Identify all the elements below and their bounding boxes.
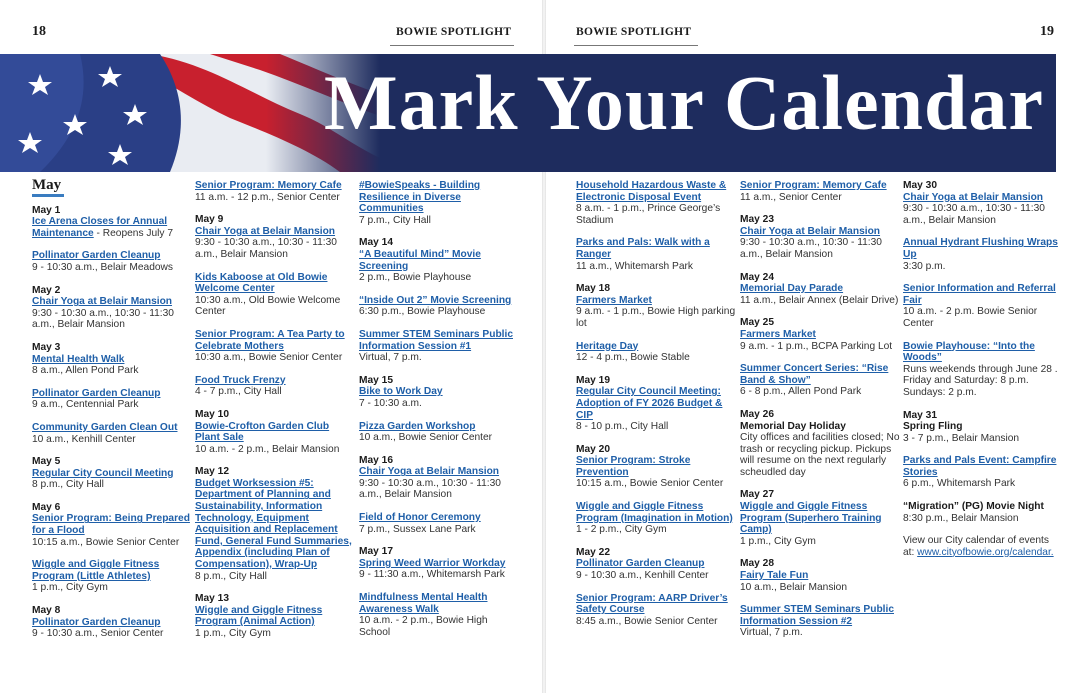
calendar-event	[576, 593, 736, 628]
calendar-event	[903, 421, 1063, 444]
event-title-link[interactable]: Summer STEM Seminars Public Information Session #1	[359, 328, 513, 352]
calendar-event	[576, 558, 736, 581]
banner-title: Mark Your Calendar	[324, 59, 1044, 146]
event-title-link[interactable]: Mental Health Walk	[32, 353, 125, 365]
event-details: 8 p.m., City Hall	[32, 479, 104, 491]
event-details: 8 p.m., City Hall	[195, 570, 267, 582]
calendar-url-link[interactable]: www.cityofbowie.org/calendar.	[917, 546, 1054, 558]
header-rule-left	[390, 45, 514, 46]
event-date: May 31	[903, 409, 937, 421]
calendar-column-3	[359, 180, 519, 649]
month-heading-text: May	[32, 177, 62, 193]
event-details: 1 p.m., City Gym	[195, 628, 271, 639]
event-details: 8 - 10 p.m., City Hall	[576, 421, 669, 433]
calendar-event	[195, 180, 355, 203]
event-details: 9 - 11:30 a.m., Whitemarsh Park	[359, 569, 505, 581]
event-date: May 30	[903, 180, 937, 191]
event-title-link[interactable]: Wiggle and Giggle Fitness Program (Superhero Training Camp)	[740, 501, 882, 536]
calendar-event	[576, 455, 736, 490]
event-details: 7 p.m., City Hall	[359, 214, 431, 226]
event-title-link[interactable]: Senior Program: A Tea Party to Celebrate Mothers	[195, 328, 345, 352]
event-date: May 18	[576, 283, 610, 295]
calendar-event	[740, 329, 900, 352]
event-title-link[interactable]: Chair Yoga at Belair Mansion	[740, 225, 881, 237]
event-date: May 19	[576, 374, 610, 386]
calendar-event	[740, 226, 900, 261]
calendar-banner	[0, 54, 1056, 172]
calendar-event	[32, 468, 192, 491]
event-details: 9 a.m. - 1 p.m., BCPA Parking Lot	[740, 340, 893, 352]
calendar-event	[740, 570, 900, 593]
event-title-link[interactable]: Annual Hydrant Flushing Wraps Up	[903, 237, 1058, 260]
event-title-link[interactable]: Senior Program: Memory Cafe	[740, 180, 887, 191]
calendar-event	[903, 237, 1063, 272]
event-date: May 3	[32, 341, 61, 353]
event-date: May 16	[359, 454, 393, 466]
calendar-event	[359, 329, 519, 364]
calendar-event	[576, 341, 736, 364]
event-title-link[interactable]: Parks and Pals Event: Campfire Stories	[903, 455, 1057, 478]
event-title-link[interactable]: Senior Program: Being Prepared for a Flood	[32, 513, 190, 537]
event-date: May 10	[195, 408, 229, 420]
event-title-link[interactable]: Wiggle and Giggle Fitness Program (Animal Action)	[195, 604, 323, 628]
calendar-event	[32, 250, 192, 273]
event-title-link[interactable]: Chair Yoga at Belair Mansion	[32, 296, 173, 308]
calendar-column-5	[740, 180, 900, 650]
event-title-link[interactable]: Parks and Pals: Walk with a Ranger	[576, 237, 710, 260]
event-details: 10 a.m. - 2 p.m., Bowie High School	[359, 615, 488, 638]
event-title-link[interactable]: Senior Program: AARP Driver’s Safety Course	[576, 592, 728, 616]
event-details: 12 - 4 p.m., Bowie Stable	[576, 352, 690, 364]
event-details: 9 - 10:30 a.m., Senior Center	[32, 628, 164, 640]
event-details: 8 a.m. - 1 p.m., Prince George’s Stadium	[576, 203, 721, 226]
calendar-event	[576, 180, 736, 226]
month-heading	[32, 177, 192, 199]
calendar-event	[359, 295, 519, 318]
event-details: 9:30 - 10:30 a.m., 10:30 - 11:30 a.m., Belair Mansion	[903, 203, 1045, 226]
event-date: May 8	[32, 605, 61, 617]
event-date: May 27	[740, 489, 774, 501]
event-title-link[interactable]: Wiggle and Giggle Fitness Program (Imagination in Motion)	[576, 501, 733, 524]
event-subtitle: Memorial Day Holiday	[740, 420, 846, 432]
event-title-link[interactable]: #BowieSpeaks - Building Resilience in Diverse Communities	[359, 180, 481, 215]
event-details: 8 a.m., Allen Pond Park	[32, 365, 139, 377]
event-title-link[interactable]: Kids Kaboose at Old Bowie Welcome Center	[195, 271, 328, 295]
event-title-link[interactable]: Pollinator Garden Cleanup	[32, 250, 161, 262]
event-details: 9:30 - 10:30 a.m., 10:30 - 11:30 a.m., Belair Mansion	[740, 237, 882, 260]
event-title-link[interactable]: Chair Yoga at Belair Mansion	[359, 466, 500, 478]
event-date: May 14	[359, 237, 393, 249]
event-title-link[interactable]: Bowie-Crofton Garden Club Plant Sale	[195, 420, 330, 444]
event-details: 9 - 10:30 a.m., Belair Meadows	[32, 261, 173, 273]
calendar-event	[32, 354, 192, 377]
calendar-event	[359, 386, 519, 409]
event-subtitle: “Migration” (PG) Movie Night	[903, 501, 1044, 513]
header-rule-right	[574, 45, 698, 46]
event-title-link[interactable]: Regular City Council Meeting: Adoption of FY 2026 Budget & CIP	[576, 386, 723, 421]
calendar-event	[740, 363, 900, 398]
event-title-link[interactable]: Spring Weed Warrior Workday	[359, 557, 506, 569]
calendar-event	[195, 375, 355, 398]
calendar-event	[32, 617, 192, 640]
event-details: 11 a.m., Belair Annex (Belair Drive)	[740, 294, 899, 306]
event-title-link[interactable]: Wiggle and Giggle Fitness Program (Little Athletes)	[32, 559, 160, 582]
event-date: May 13	[195, 593, 229, 605]
event-title-link[interactable]: Summer STEM Seminars Public Information Session #2	[740, 604, 894, 627]
event-title-link[interactable]: Memorial Day Parade	[740, 283, 844, 295]
calendar-column-1	[32, 177, 192, 651]
calendar-event	[195, 478, 355, 582]
calendar-event	[195, 329, 355, 364]
month-heading-underline	[32, 194, 64, 197]
calendar-event	[359, 592, 519, 638]
event-date: May 22	[576, 546, 610, 558]
event-title-link[interactable]: Bowie Playhouse: “Into the Woods”	[903, 340, 1035, 364]
calendar-event	[903, 283, 1063, 329]
american-flag-image	[0, 54, 380, 172]
event-title-link[interactable]: Heritage Day	[576, 340, 639, 352]
event-details: Virtual, 7 p.m.	[740, 627, 803, 639]
event-title-link[interactable]: Pollinator Garden Cleanup	[32, 387, 161, 399]
calendar-column-6	[903, 180, 1063, 569]
event-details: 10:30 a.m., Bowie Senior Center	[195, 352, 343, 364]
publication-name-right: BOWIE SPOTLIGHT	[576, 26, 692, 38]
calendar-event	[32, 513, 192, 548]
event-title-link[interactable]: Senior Program: Stroke Prevention	[576, 455, 691, 478]
event-details: 10 a.m., Belair Mansion	[740, 581, 848, 593]
calendar-event	[32, 422, 192, 445]
event-title-link[interactable]: Household Hazardous Waste & Electronic Disposal Event	[576, 180, 727, 203]
event-title-link[interactable]: Senior Program: Memory Cafe	[195, 180, 342, 191]
event-title-link[interactable]: Pizza Garden Workshop	[359, 420, 476, 432]
event-details: 10 a.m., Bowie Senior Center	[359, 432, 493, 444]
calendar-event	[740, 604, 900, 639]
calendar-event	[359, 512, 519, 535]
event-details: 1 p.m., City Gym	[32, 582, 108, 594]
event-details: Virtual, 7 p.m.	[359, 352, 422, 364]
event-date: May 12	[195, 466, 229, 478]
event-date: May 15	[359, 374, 393, 386]
calendar-event	[740, 283, 900, 306]
calendar-event	[32, 216, 192, 239]
event-details: 4 - 7 p.m., City Hall	[195, 386, 282, 398]
calendar-event	[903, 341, 1063, 399]
calendar-event	[576, 295, 736, 330]
event-details: 10 a.m. - 2 p.m. Bowie Senior Center	[903, 306, 1038, 329]
event-title-link[interactable]: Farmers Market	[740, 328, 816, 340]
calendar-event	[359, 466, 519, 501]
event-details: 9 a.m., Centennial Park	[32, 399, 139, 411]
event-title-link[interactable]: Farmers Market	[576, 294, 652, 306]
event-details: City offices and facilities closed; No trash or recycling pickup. Pickups will resume on the next regularly scheudled day	[740, 432, 900, 478]
calendar-event	[359, 180, 519, 226]
event-details: 9:30 - 10:30 a.m., 10:30 - 11:30 a.m., Belair Mansion	[359, 477, 501, 501]
calendar-event	[32, 388, 192, 411]
event-title-link[interactable]: Chair Yoga at Belair Mansion	[903, 191, 1044, 203]
event-details: 10 a.m., Kenhill Center	[32, 433, 136, 445]
event-details: 6 p.m., Whitemarsh Park	[903, 478, 1016, 490]
event-title-link[interactable]: Chair Yoga at Belair Mansion	[195, 225, 336, 237]
event-details: 6 - 8 p.m., Allen Pond Park	[740, 386, 862, 398]
event-details: 9 - 10:30 a.m., Kenhill Center	[576, 570, 709, 582]
calendar-event	[359, 249, 519, 284]
event-title-link[interactable]: Pollinator Garden Cleanup	[576, 558, 705, 570]
event-title-link[interactable]: Bike to Work Day	[359, 386, 443, 398]
event-date: May 26	[740, 408, 774, 420]
event-date: May 24	[740, 271, 774, 283]
event-subtitle: Spring Fling	[903, 421, 963, 433]
event-details: 10:15 a.m., Bowie Senior Center	[576, 478, 724, 490]
calendar-event	[32, 559, 192, 594]
calendar-column-2	[195, 180, 355, 651]
event-details: 11 a.m., Senior Center	[740, 191, 842, 203]
event-details: 10 a.m. - 2 p.m., Belair Mansion	[195, 443, 340, 455]
calendar-event	[903, 535, 1063, 558]
event-details: 9:30 - 10:30 a.m., 10:30 - 11:30 a.m., Belair Mansion	[32, 307, 174, 331]
event-details: 3 - 7 p.m., Belair Mansion	[903, 432, 1020, 444]
event-details: 9:30 - 10:30 a.m., 10:30 - 11:30 a.m., Belair Mansion	[195, 237, 337, 260]
event-details: 10:15 a.m., Bowie Senior Center	[32, 536, 180, 548]
page-number-right: 19	[1040, 24, 1054, 39]
calendar-event	[740, 421, 900, 479]
calendar-event	[32, 296, 192, 331]
event-title-link[interactable]: Field of Honor Ceremony	[359, 512, 481, 524]
event-title-link[interactable]: Community Garden Clean Out	[32, 421, 178, 433]
calendar-column-4	[576, 180, 736, 638]
event-date: May 20	[576, 443, 610, 455]
event-title-link[interactable]: Summer Concert Series: “Rise Band & Show”	[740, 363, 889, 386]
event-date: May 17	[359, 546, 393, 558]
event-date: May 28	[740, 558, 774, 570]
event-title-link[interactable]: Pollinator Garden Cleanup	[32, 616, 161, 628]
event-details: 7 - 10:30 a.m.	[359, 397, 422, 409]
event-title-link[interactable]: “A Beautiful Mind” Movie Screening	[359, 248, 481, 272]
event-details: View our City calendar of events at:	[903, 535, 1049, 558]
event-details: 8:30 p.m., Belair Mansion	[903, 512, 1019, 524]
event-details: 9 a.m. - 1 p.m., Bowie High parking lot	[576, 306, 736, 329]
event-details: 6:30 p.m., Bowie Playhouse	[359, 306, 486, 318]
calendar-event	[195, 605, 355, 640]
calendar-event	[903, 192, 1063, 227]
event-details: 11 a.m., Whitemarsh Park	[576, 260, 694, 272]
event-title-link[interactable]: Senior Information and Referral Fair	[903, 283, 1056, 306]
calendar-event	[195, 421, 355, 456]
event-title-link[interactable]: Regular City Council Meeting	[32, 467, 174, 479]
event-date: May 5	[32, 456, 61, 468]
event-details: Runs weekends through June 28 . Friday and Saturday: 8 p.m. Sundays: 2 p.m.	[903, 363, 1058, 398]
calendar-event	[359, 558, 519, 581]
event-date: May 6	[32, 501, 61, 513]
calendar-event	[740, 501, 900, 547]
event-title-link[interactable]: Budget Worksession #5: Department of Planning and Sustainability, Information Technology, Equipment Acquisition and Replacement Fund, General Fund Summaries, Appendix (including Plan of Compensation), Wrap-Up	[195, 477, 352, 571]
calendar-event	[576, 501, 736, 536]
event-details: 1 - 2 p.m., City Gym	[576, 524, 667, 536]
publication-name-left: BOWIE SPOTLIGHT	[396, 26, 512, 38]
event-details: 3:30 p.m.	[903, 260, 946, 272]
calendar-event	[576, 237, 736, 272]
event-details: 11 a.m. - 12 p.m., Senior Center	[195, 191, 340, 203]
event-date: May 2	[32, 284, 61, 296]
calendar-event	[740, 180, 900, 203]
event-date: May 23	[740, 214, 774, 226]
calendar-event	[903, 455, 1063, 490]
event-details: 7 p.m., Sussex Lane Park	[359, 523, 476, 535]
event-details: 10:30 a.m., Old Bowie Welcome Center	[195, 294, 341, 318]
event-title-link[interactable]: Food Truck Frenzy	[195, 374, 286, 386]
event-details: 8:45 a.m., Bowie Senior Center	[576, 615, 718, 627]
page-number-left: 18	[32, 24, 46, 39]
event-details: - Reopens July 7	[93, 227, 173, 239]
calendar-event	[359, 421, 519, 444]
event-date: May 9	[195, 214, 224, 226]
calendar-event	[195, 272, 355, 318]
event-title-link[interactable]: Fairy Tale Fun	[740, 570, 809, 582]
event-title-link[interactable]: Mindfulness Mental Health Awareness Walk	[359, 592, 488, 615]
event-title-link[interactable]: Ice Arena Closes for Annual Maintenance	[32, 216, 168, 239]
calendar-event	[195, 226, 355, 261]
event-date: May 1	[32, 204, 61, 216]
calendar-event	[576, 386, 736, 432]
event-details: 2 p.m., Bowie Playhouse	[359, 272, 472, 284]
event-details: 1 p.m., City Gym	[740, 535, 816, 547]
event-date: May 25	[740, 317, 774, 329]
event-title-link[interactable]: “Inside Out 2” Movie Screening	[359, 294, 512, 306]
calendar-event	[903, 501, 1063, 524]
